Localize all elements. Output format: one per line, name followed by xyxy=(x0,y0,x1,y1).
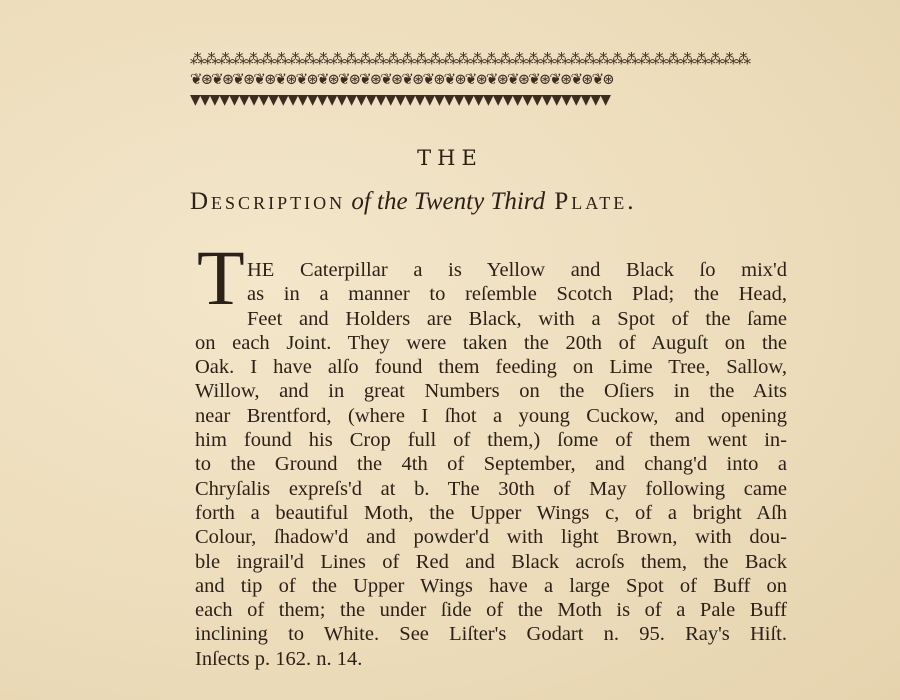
text-line: as in a manner to reſemble Scotch Plad; the Head, xyxy=(247,283,787,306)
text-line: ble ingrail'd Lines of Red and Black acroſs them, the Back xyxy=(195,550,787,573)
text-line: Feet and Holders are Black, with a Spot of the ſame xyxy=(247,307,787,330)
text-line: forth a beautiful Moth, the Upper Wings c, of a bright Aſh xyxy=(195,501,787,524)
ornament-row-bottom: ▼▼▼▼▼▼▼▼▼▼▼▼▼▼▼▼▼▼▼▼▼▼▼▼▼▼▼▼▼▼▼▼▼▼▼▼▼▼▼▼▼▼▼ xyxy=(190,92,610,108)
heading-twenty-third: Twenty Third xyxy=(413,188,546,215)
heading-description-word: Description xyxy=(190,188,346,215)
ornament-row-middle: ❦⊛❦⊛❦⊛❦⊛❦⊛❦⊛❦⊛❦⊛❦⊛❦⊛❦⊛❦⊛❦⊛❦⊛❦⊛❦⊛❦⊛❦⊛❦⊛❦⊛ xyxy=(190,70,613,88)
text-line: on each Joint. They were taken the 20th of Auguſt on the xyxy=(195,331,787,354)
heading-of-the: of the xyxy=(345,188,414,215)
text-line: Chryſalis expreſs'd at b. The 30th of May following came xyxy=(195,477,787,500)
text-line: to the Ground the 4th of September, and chang'd into a xyxy=(195,453,787,476)
text-line: Oak. I have alſo found them feeding on Lime Tree, Sallow, xyxy=(195,356,787,379)
text-line: inclining to White. See Liſter's Godart n. 95. Ray's Hiſt. xyxy=(195,623,787,646)
printer-ornament-band xyxy=(190,50,785,112)
text-line: Inſects p. 162. n. 14. xyxy=(195,647,363,670)
text-line: near Brentford, (where I ſhot a young Cuckow, and opening xyxy=(195,404,787,427)
plate-description-text xyxy=(195,258,787,671)
ornament-row-top: ⁂⁂⁂⁂⁂⁂⁂⁂⁂⁂⁂⁂⁂⁂⁂⁂⁂⁂⁂⁂⁂⁂⁂⁂⁂⁂⁂⁂⁂⁂⁂⁂⁂⁂⁂⁂⁂⁂⁂⁂ xyxy=(190,50,750,68)
text-line: HE Caterpillar a is Yellow and Black ſo mix'd xyxy=(247,259,787,281)
text-line: Willow, and in great Numbers on the Oſiers in the Aits xyxy=(195,380,787,403)
text-line: each of them; the under ſide of the Moth is of a Pale Buff xyxy=(195,599,787,622)
heading-description xyxy=(190,188,790,216)
text-line: and tip of the Upper Wings have a large Spot of Buff on xyxy=(195,574,787,597)
text-line: him found his Crop full of them,) ſome of them went in- xyxy=(195,429,787,452)
heading-the: THE xyxy=(417,146,483,170)
text-line: Colour, ſhadow'd and powder'd with light Brown, with dou- xyxy=(195,526,787,549)
drop-cap-letter: T xyxy=(197,234,245,321)
heading-plate: Plate. xyxy=(545,188,637,215)
